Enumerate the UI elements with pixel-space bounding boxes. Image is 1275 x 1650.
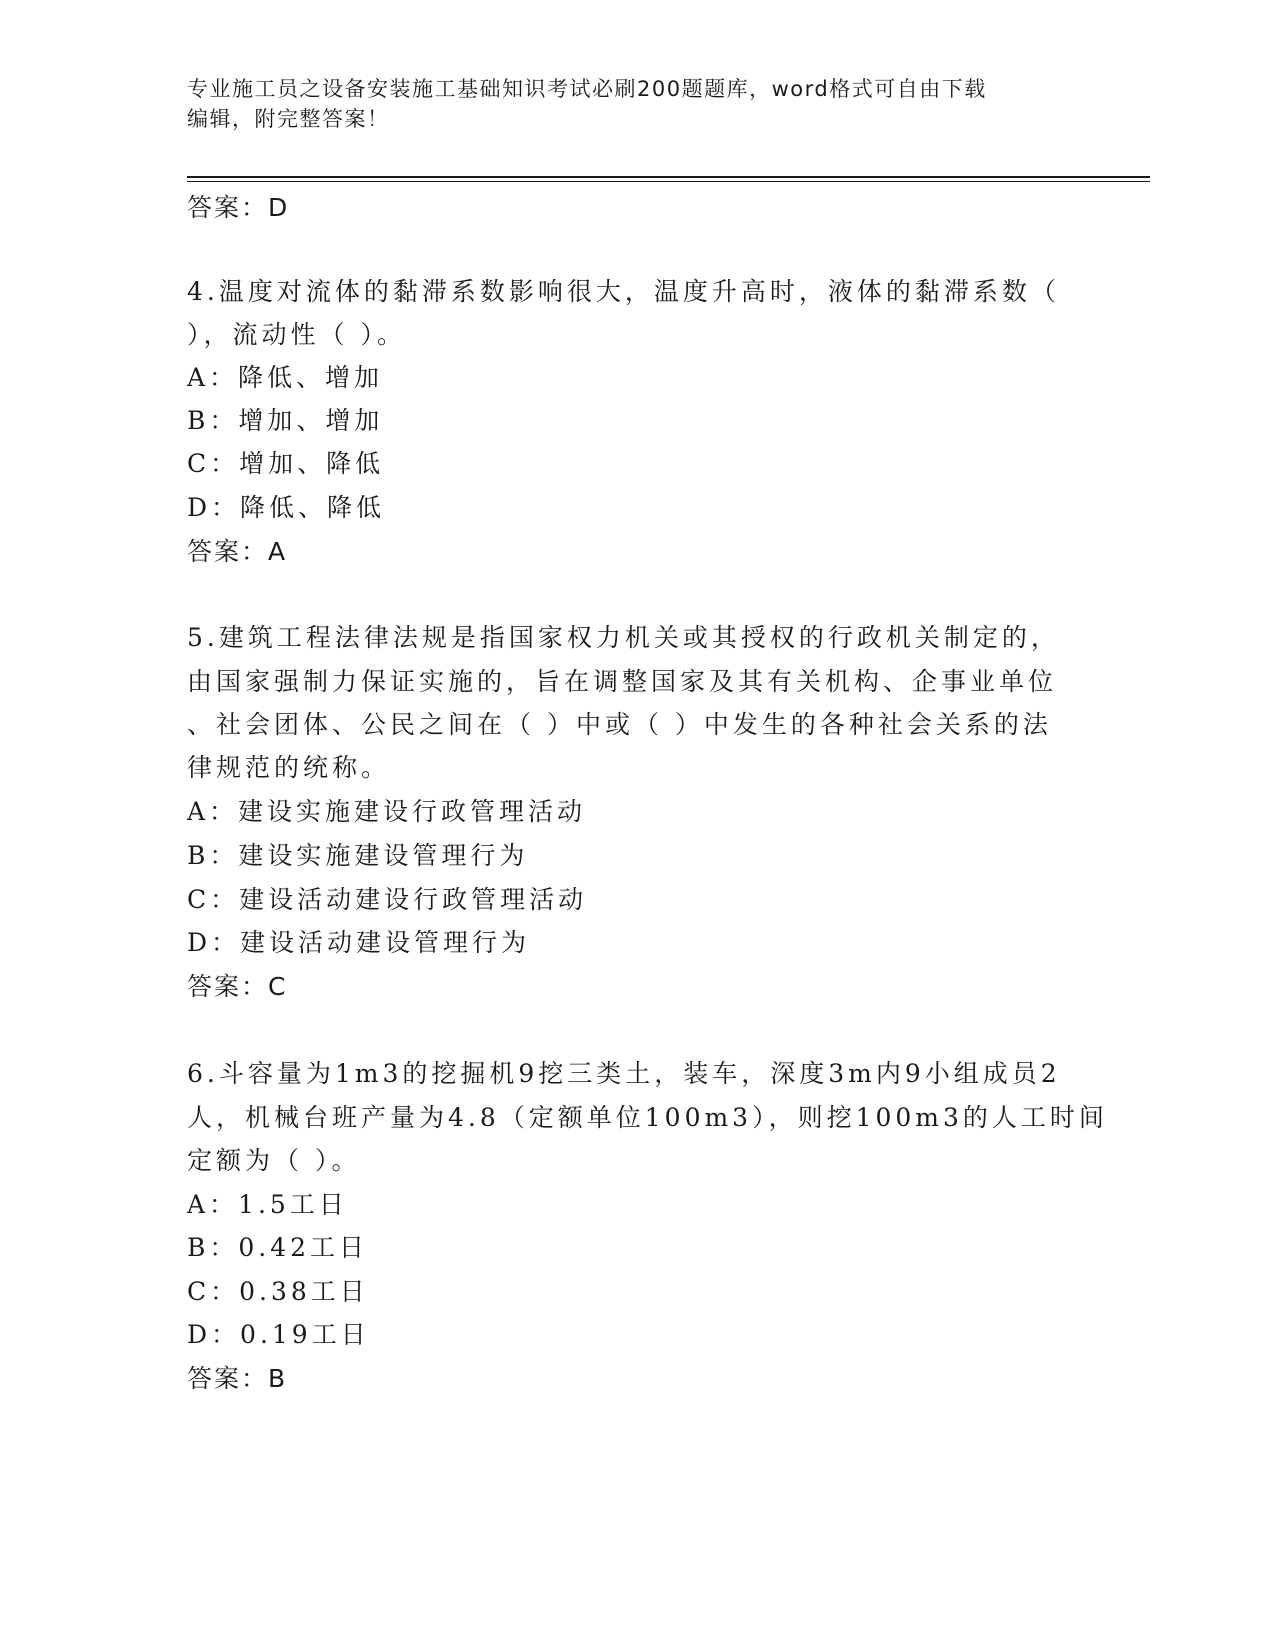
- q5-option-b: B：建设实施建设管理行为: [187, 841, 529, 870]
- page-header: [187, 74, 1087, 134]
- q5-answer: 答案：C: [187, 972, 288, 1001]
- header-divider-thick: [187, 176, 1150, 178]
- q4-option-c: C：增加、降低: [187, 449, 385, 478]
- q6-answer: 答案：B: [187, 1364, 288, 1393]
- q4-option-b: B：增加、增加: [187, 406, 384, 435]
- q6-stem-line-1: 6.斗容量为1m3的挖掘机9挖三类土，装车，深度3m内9小组成员2: [187, 1059, 1061, 1088]
- q6-stem-line-2: 人，机械台班产量为4.8（定额单位100m3），则挖100m3的人工时间: [187, 1103, 1108, 1132]
- q4-option-d: D：降低、降低: [187, 493, 386, 522]
- q6-option-b: B：0.42工日: [187, 1233, 369, 1262]
- q5-stem-line-3: 、社会团体、公民之间在（ ）中或（ ）中发生的各种社会关系的法: [187, 710, 1052, 739]
- q4-option-a: A：降低、增加: [187, 363, 384, 392]
- q5-option-d: D：建设活动建设管理行为: [187, 928, 531, 957]
- q5-stem-line-1: 5.建筑工程法律法规是指国家权力机关或其授权的行政机关制定的，: [187, 623, 1060, 652]
- q6-option-d: D：0.19工日: [187, 1320, 370, 1349]
- q3-answer: 答案：D: [187, 193, 290, 222]
- q6-option-c: C：0.38工日: [187, 1277, 369, 1306]
- q5-stem-line-4: 律规范的统称。: [187, 753, 391, 782]
- q4-answer: 答案：A: [187, 537, 288, 566]
- q4-stem-line-2: ），流动性（ ）。: [187, 320, 406, 349]
- q4-stem-line-1: 4.温度对流体的黏滞系数影响很大，温度升高时，液体的黏滞系数（: [187, 277, 1060, 306]
- header-title-line-1: 专业施工员之设备安装施工基础知识考试必刷200题题库，word格式可自由下载: [187, 77, 987, 101]
- q5-option-c: C：建设活动建设行政管理活动: [187, 885, 588, 914]
- q6-stem-line-3: 定额为（ ）。: [187, 1146, 361, 1175]
- q6-option-a: A：1.5工日: [187, 1190, 348, 1219]
- q5-stem-line-2: 由国家强制力保证实施的，旨在调整国家及其有关机构、企事业单位: [187, 667, 1058, 696]
- q5-option-a: A：建设实施建设行政管理活动: [187, 797, 587, 826]
- header-title-line-2: 编辑，附完整答案！: [187, 107, 390, 131]
- header-divider-thin: [187, 181, 1150, 182]
